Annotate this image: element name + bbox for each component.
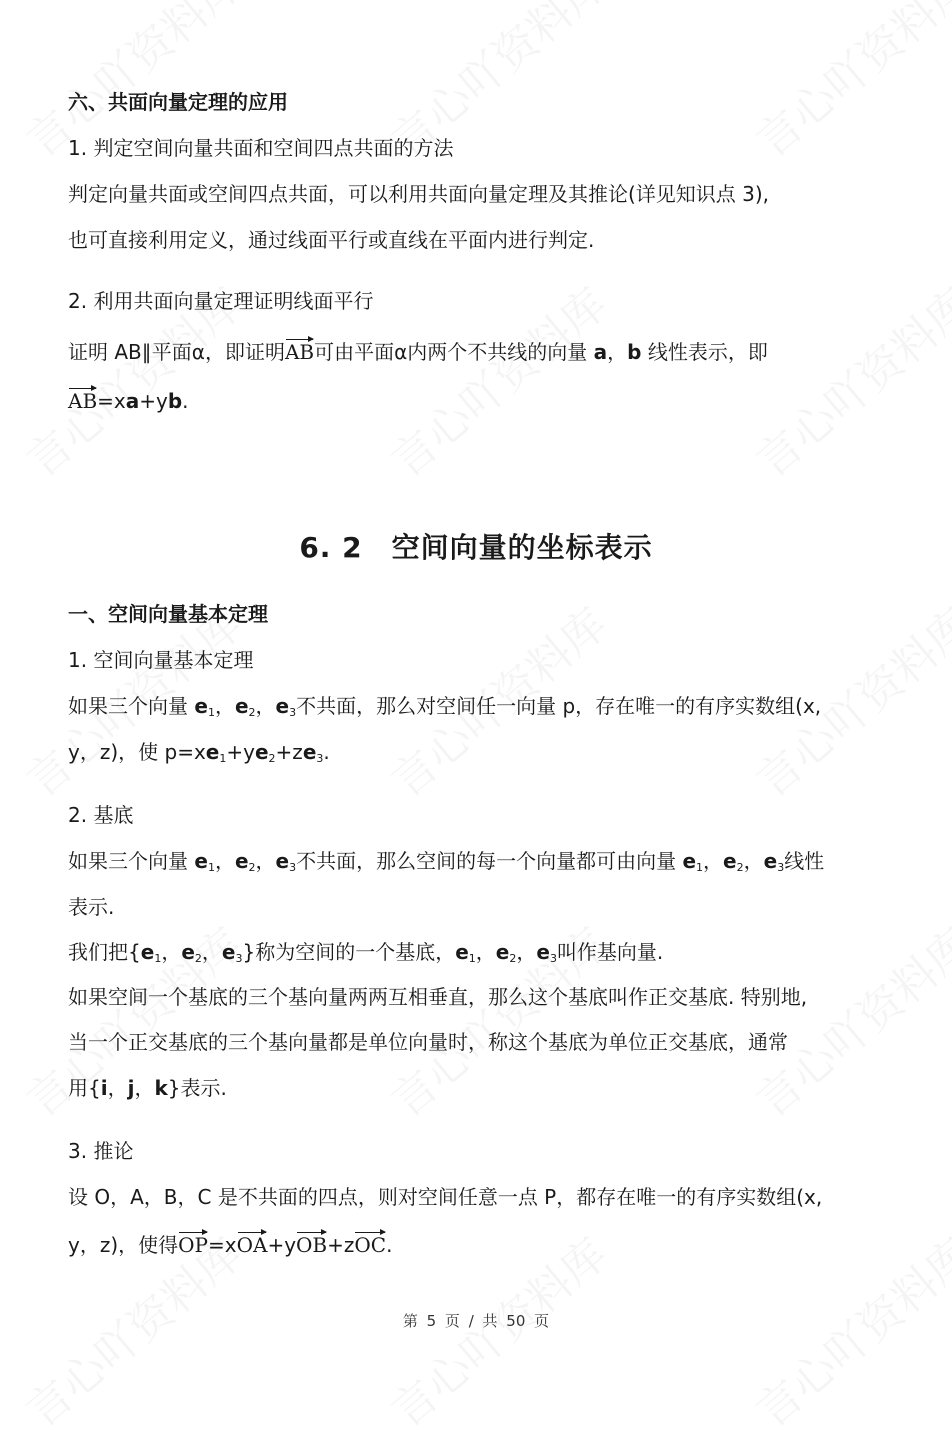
text: 如果三个向量 <box>68 694 195 718</box>
vector-e3: e <box>221 940 236 964</box>
paragraph-line <box>68 342 768 362</box>
vector-e2: e <box>495 940 510 964</box>
vector-j: j <box>127 1076 135 1100</box>
text: ， <box>703 849 724 873</box>
subscript: 2 <box>509 952 517 965</box>
vector-e3: e <box>302 740 317 764</box>
text: 线性 <box>784 849 825 873</box>
subscript: 2 <box>248 861 256 874</box>
text: +z <box>275 740 303 764</box>
paragraph-line <box>68 940 664 965</box>
text: ， <box>214 849 235 873</box>
vector-e2: e <box>254 740 269 764</box>
paragraph-line <box>68 849 825 874</box>
subscript: 3 <box>235 952 243 965</box>
vector-e1: e <box>682 849 697 873</box>
text: ， <box>134 1076 155 1100</box>
text: ， <box>201 940 222 964</box>
text: . <box>386 1233 393 1257</box>
text: 不共面，那么对空间任一向量 p，存在唯一的有序实数组(x, <box>296 694 822 718</box>
subscript: 1 <box>696 861 704 874</box>
text: ， <box>255 694 276 718</box>
watermark <box>740 0 952 169</box>
paragraph-line: 表示. <box>68 895 115 919</box>
vector-b: b <box>627 340 642 364</box>
text: =x <box>97 389 126 413</box>
paragraph-line <box>68 1078 227 1098</box>
text: y，z)，使 p=x <box>68 740 206 764</box>
text: . <box>182 389 189 413</box>
chapter-title: 6. 2 空间向量的坐标表示 <box>299 531 653 564</box>
vector-oa: OA <box>236 1233 268 1257</box>
subscript: 1 <box>207 706 215 719</box>
equation-line <box>68 391 189 411</box>
vector-ab: AB <box>68 389 98 413</box>
subscript: 1 <box>154 952 162 965</box>
subscript: 3 <box>316 752 324 765</box>
text: 如果三个向量 <box>68 849 195 873</box>
paragraph-line <box>68 740 330 765</box>
subscript: 2 <box>194 952 202 965</box>
subscript: 1 <box>207 861 215 874</box>
section-heading: 一、空间向量基本定理 <box>68 602 268 626</box>
item-title: 1. 判定空间向量共面和空间四点共面的方法 <box>68 136 454 160</box>
subscript: 3 <box>549 952 557 965</box>
vector-b: b <box>167 389 183 413</box>
subscript: 3 <box>289 706 297 719</box>
vector-e3: e <box>763 849 778 873</box>
subscript: 3 <box>777 861 785 874</box>
vector-i: i <box>100 1076 108 1100</box>
vector-e3: e <box>275 694 290 718</box>
vector-e2: e <box>234 694 249 718</box>
page-footer: 第 5 页 / 共 50 页 <box>402 1312 550 1330</box>
text: }称为空间的一个基底， <box>242 940 456 964</box>
vector-e1: e <box>194 849 208 873</box>
vector-e1: e <box>455 940 469 964</box>
vector-e3: e <box>536 940 550 964</box>
vector-e2: e <box>181 940 195 964</box>
item-title: 2. 利用共面向量定理证明线面平行 <box>68 289 374 313</box>
text: 证明 AB∥平面α，即证明 <box>68 340 285 364</box>
item-title: 1. 空间向量基本定理 <box>68 648 254 672</box>
item-title: 2. 基底 <box>68 803 134 827</box>
text: 线性表示，即 <box>641 340 768 364</box>
text: 用{ <box>68 1076 101 1100</box>
text: . <box>323 740 330 764</box>
watermark <box>740 910 952 1129</box>
text: +y <box>139 389 168 413</box>
text: ， <box>107 1076 128 1100</box>
text: =x <box>208 1233 237 1257</box>
text: 可由平面α内两个不共线的向量 <box>314 340 594 364</box>
vector-oc: OC <box>354 1233 387 1257</box>
text: +y <box>226 740 255 764</box>
text: ， <box>214 694 235 718</box>
vector-e1: e <box>194 694 208 718</box>
vector-e2: e <box>234 849 249 873</box>
subscript: 2 <box>268 752 276 765</box>
vector-op: OP <box>178 1233 208 1257</box>
text: 不共面，那么空间的每一个向量都可由向量 <box>296 849 683 873</box>
vector-e1: e <box>205 740 220 764</box>
vector-e2: e <box>723 849 737 873</box>
paragraph-line: 如果空间一个基底的三个基向量两两互相垂直，那么这个基底叫作正交基底. 特别地, <box>68 985 808 1009</box>
text: ， <box>161 940 182 964</box>
text: ， <box>516 940 537 964</box>
paragraph-line: 设 O，A，B，C 是不共面的四点，则对空间任意一点 P，都存在唯一的有序实数组(x, <box>68 1185 823 1209</box>
vector-a: a <box>593 340 608 364</box>
equation-line <box>68 1235 392 1255</box>
vector-e1: e <box>140 940 155 964</box>
item-title: 3. 推论 <box>68 1139 134 1163</box>
text: y，z)，使得 <box>68 1233 179 1257</box>
vector-ob: OB <box>296 1233 328 1257</box>
text: ， <box>743 849 764 873</box>
vector-e3: e <box>275 849 290 873</box>
vector-a: a <box>125 389 140 413</box>
paragraph-line: 当一个正交基底的三个基向量都是单位向量时，称这个基底为单位正交基底，通常 <box>68 1030 788 1054</box>
text: +z <box>327 1233 355 1257</box>
text: ， <box>475 940 496 964</box>
subscript: 2 <box>736 861 744 874</box>
text: ， <box>255 849 276 873</box>
subscript: 1 <box>219 752 227 765</box>
text: ， <box>607 340 628 364</box>
paragraph-line: 判定向量共面或空间四点共面，可以利用共面向量定理及其推论(详见知识点 3), <box>68 182 770 206</box>
text: 我们把{ <box>68 940 141 964</box>
vector-ab: AB <box>284 340 315 364</box>
text: +y <box>267 1233 297 1257</box>
subscript: 1 <box>468 952 476 965</box>
paragraph-line <box>68 694 822 719</box>
vector-k: k <box>154 1076 168 1100</box>
watermark <box>740 270 952 489</box>
watermark <box>375 270 618 489</box>
paragraph-line: 也可直接利用定义，通过线面平行或直线在平面内进行判定. <box>68 228 595 252</box>
subscript: 2 <box>248 706 256 719</box>
section-heading: 六、共面向量定理的应用 <box>68 90 288 114</box>
text: 叫作基向量. <box>556 940 664 964</box>
text: }表示. <box>167 1076 227 1100</box>
subscript: 3 <box>289 861 297 874</box>
